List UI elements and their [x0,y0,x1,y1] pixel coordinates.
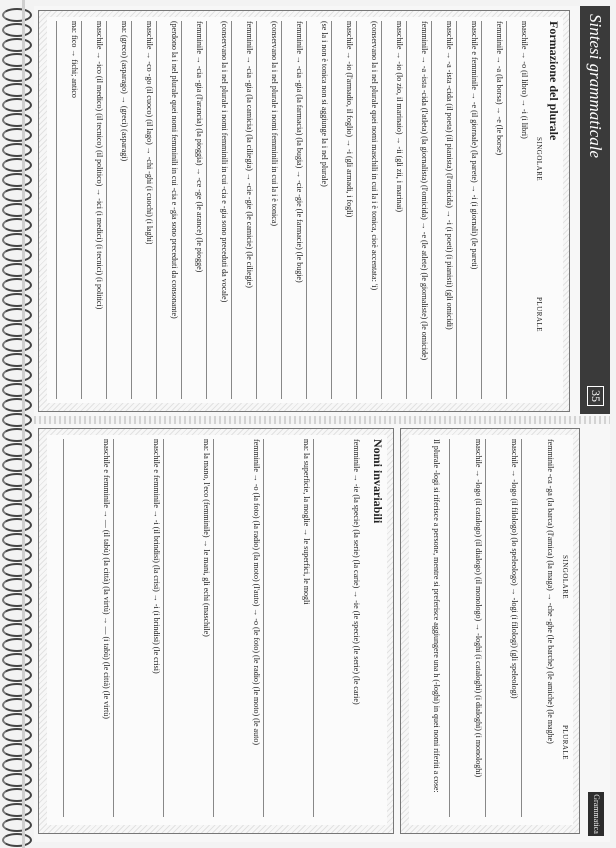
binding-coil [2,773,32,787]
document-page [34,6,610,842]
binding-coil [2,608,32,622]
binding-coil [2,593,32,607]
binding-coil [2,653,32,667]
binding-coil [2,548,32,562]
plural-row: maschile → -o (il libro) → -i (i libri) [520,21,529,139]
binding-coil [2,383,32,397]
plural-row: femminile → -cia -gia (la farmacia) (la bugia) → -cie -gie (le farmacie) (le bugie) [295,21,304,283]
invariable-title: Nomi invariabili [371,439,385,524]
binding-coil [2,368,32,382]
invariable-row: maschile e femminile → -i (il brindisi) (la crisi) → -i (i brindisi) (le crisi) [152,439,161,674]
page-number: 35 [587,386,604,406]
plural-divider [431,21,432,399]
binding-coil [2,278,32,292]
binding-coil [2,728,32,742]
binding-coil [2,38,32,52]
binding-coil [2,338,32,352]
special-row: maschile → -logo (il catalogo) (il dialogo) (il monologo) → -loghi (i cataloghi) (i dialoghi) (i monologhi) [474,439,483,778]
binding-coil [2,833,32,847]
plural-divider [281,21,282,399]
plural-divider [56,21,57,399]
plural-row: ma: fico → fichi; antico [70,21,79,98]
special-divider [449,439,450,817]
binding-coil [2,128,32,142]
binding-coil [2,158,32,172]
plural-row: femminile → -a -ista -cida (l'atleta) (la giornalista) (l'omicida) → -e (le atlete) (le giornaliste) (le omicide) [420,21,429,361]
special-inner [409,435,573,825]
plural-divider [481,21,482,399]
binding-coil [2,173,32,187]
binding-coil [2,293,32,307]
binding-coil [2,188,32,202]
invariable-row: femminile → -ie (la specie) (la serie) (la carie) → -ie (le specie) (le serie) (le carie) [352,439,361,705]
invariable-row: femminile → -o (la foto) (la radio) (la moto) (l'auto) → -o (le foto) (le radio) (le moto) (le auto) [252,439,261,745]
invariable-divider [163,439,164,817]
binding-coil [2,788,32,802]
special-col-plural: PLURALE [561,725,569,760]
binding-coil [2,113,32,127]
special-col-singular: SINGOLARE [561,555,569,600]
invariable-divider [313,439,314,817]
plural-row: ma: (greco) (asparago) → (greci) (asparagi) [120,21,129,162]
page-upper-half [34,6,610,414]
plural-divider [131,21,132,399]
invariable-row: ma: la superficie, la moglie → le superfici, le mogli [302,439,311,605]
plural-divider [156,21,157,399]
plural-divider [231,21,232,399]
section-title: Sintesi grammaticale [586,14,605,159]
binding-coil [2,713,32,727]
logi-note: Il plurale -logi si riferisce a persone, mentre si preferisce aggiungere una h (-loghi) in quei nomi riferiti a cose: [432,439,441,793]
col-singular: SINGOLARE [535,137,543,182]
binding-coil [2,143,32,157]
plural-row: femminile → -cia -gia (la camicia) (la ciliegia) → -cie -gie (le camicie) (le ciliegie) [245,21,254,288]
invariable-box [38,428,394,834]
plural-divider [306,21,307,399]
binding-coil [2,323,32,337]
special-row: maschile → -logo (il filologo) (lo speleologo) → -logi (i filologi) (gli speleologi) [510,439,519,699]
binding-coil [2,428,32,442]
binding-coil [2,443,32,457]
binding-coil [2,233,32,247]
plural-divider [181,21,182,399]
binding-coil [2,83,32,97]
plural-divider [81,21,82,399]
binding-coil [2,623,32,637]
binding-coil [2,518,32,532]
binding-coil [2,398,32,412]
binding-coil [2,353,32,367]
plural-row: femminile → -a (la borsa) → -e (le borse) [495,21,504,156]
plural-divider [381,21,382,399]
plural-box [38,10,570,412]
plural-divider [331,21,332,399]
binding-coil [2,818,32,832]
plural-inner [47,17,563,403]
binding-coil [2,503,32,517]
plural-row: maschile → -io (l'armadio, il foglio) → -i (gli armadi, i fogli) [345,21,354,218]
plural-divider [356,21,357,399]
page-lower-half [34,426,610,836]
plural-row: maschile → -a -ista -cida (il poeta) (il pianista) (l'omicida) → -i (i poeti) (i pianisti) (gli omicidi) [445,21,454,330]
invariable-row: ma: la mano, l'eco (femminile) → le mani, gli echi (maschile) [202,439,211,637]
plural-row: (conservano la i nel plurale i nomi femminili in cui la i è tonica) [270,21,279,227]
binding-coil [2,683,32,697]
binding-coil [2,23,32,37]
binding-coil [2,803,32,817]
plural-divider [206,21,207,399]
invariable-divider [113,439,114,817]
col-plural: PLURALE [535,297,543,332]
invariable-divider [213,439,214,817]
binding-coil [2,578,32,592]
plural-row: maschile e femminile → -e (il giornale) (la parete) → -i (i giornali) (le pareti) [470,21,479,270]
binding-coil [2,413,32,427]
plural-row: (perdono la i nel plurale quei nomi femminili in cui -cia e -gia sono preceduti da consonante) [170,21,179,319]
binding-coil [2,68,32,82]
binding-coil [2,203,32,217]
binding-coil [2,473,32,487]
binding-coil [2,638,32,652]
binding-coil [2,308,32,322]
plural-divider [106,21,107,399]
plural-row: (conservano la i nel plurale quei nomi maschili in cui la i è tonica, cioè accentata: 'i) [370,21,379,291]
plural-divider [256,21,257,399]
page-fold [34,416,610,424]
plural-row: femminile → -cia -gia (l'arancia) (la pioggia) → -ce -ge (le arance) (le piogge) [195,21,204,273]
plural-row: maschile → -co -go (il cuoco) (il lago) → -chi -ghi (i cuochi) (i laghi) [145,21,154,245]
binding-coil [2,563,32,577]
binding-coil [2,698,32,712]
special-divider [521,439,522,817]
invariable-divider [263,439,264,817]
page-header [580,6,610,414]
binding-coil [2,53,32,67]
plural-divider [406,21,407,399]
invariable-divider [63,439,64,817]
binding-coil [2,458,32,472]
plural-row: maschile → -io (lo zio, il marinaio) → -ii (gli zii, i marinai) [395,21,404,213]
special-row: femminile -ca -ga (la barca) (l'amica) (la maga) → -che -ghe (le barche) (le amiche) (le maghe) [546,439,555,744]
page-edge [22,0,25,848]
invariable-row: maschile e femminile → — (il tabù) (la città) (la virtù) → — (i tabù) (le città) (le virtù) [102,439,111,719]
binding-coil [2,758,32,772]
special-box [400,428,580,834]
binding-coil [2,668,32,682]
spiral-binding [0,0,30,848]
plural-title: Formazione del plurale [547,21,561,141]
chapter-tab: Grammatica [588,792,604,836]
plural-row: (conservano la i nel plurale i nomi femminili in cui -cia e -gia sono preceduti da vocale) [220,21,229,303]
binding-coil [2,218,32,232]
plural-divider [506,21,507,399]
binding-coil [2,98,32,112]
plural-row: (se la i non è tonica non si aggiunge la i nel plurale) [320,21,329,187]
binding-coil [2,488,32,502]
plural-row: maschile → -ico (il medico) (il tecnico) (il politico) → -ici (i medici) (i tecnici) (i politici) [95,21,104,310]
binding-coil [2,743,32,757]
special-divider [485,439,486,817]
binding-coil [2,263,32,277]
binding-coil [2,248,32,262]
binding-coil [2,8,32,22]
binding-coil [2,533,32,547]
plural-divider [456,21,457,399]
invariable-inner [47,435,387,825]
